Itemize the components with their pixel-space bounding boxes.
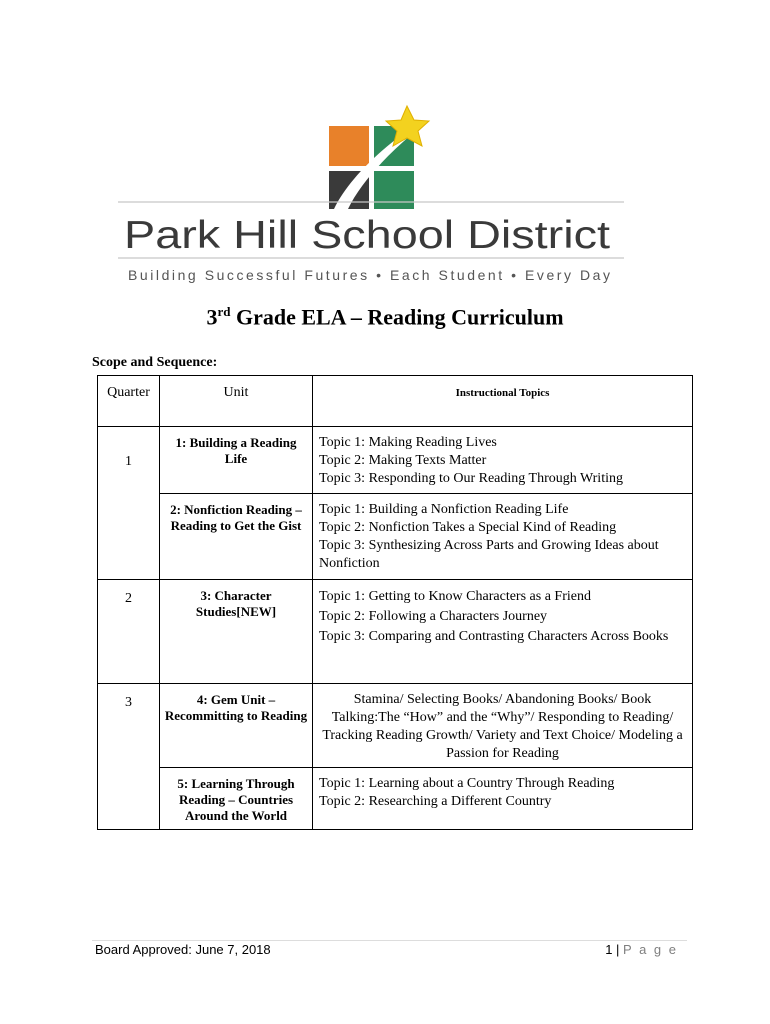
topic-item: Topic 3: Comparing and Contrasting Characters Across Books <box>319 629 669 644</box>
quarter-cell: 2 <box>98 580 160 684</box>
unit-cell: 1: Building a Reading Life <box>160 427 313 494</box>
topic-item: Topic 2: Making Texts Matter <box>319 453 487 468</box>
topic-item: Topic 1: Getting to Know Characters as a Friend <box>319 589 591 604</box>
unit-cell: 3: Character Studies[NEW] <box>160 580 313 684</box>
unit-cell: 2: Nonfiction Reading – Reading to Get the Gist <box>160 494 313 580</box>
topic-item: Topic 2: Nonfiction Takes a Special Kind of Reading <box>319 520 617 535</box>
footer-page-number: 1 | P a g e <box>605 942 678 957</box>
quarter-cell: 3 <box>98 684 160 830</box>
header-topics: Instructional Topics <box>313 376 693 427</box>
unit-cell: 5: Learning Through Reading – Countries Around the World <box>160 768 313 830</box>
curriculum-table <box>97 375 693 830</box>
unit-cell: 4: Gem Unit – Recommitting to Reading <box>160 684 313 768</box>
logo-name: Park Hill School District <box>124 214 611 257</box>
topic-item: Stamina/ Selecting Books/ Abandoning Books/ Book Talking:The “How” and the “Why”/ Responding to Reading/ Tracking Reading Growth/ Variety and Text Choice/ Modeling a Passion for Reading <box>322 692 683 761</box>
quarter-cell: 1 <box>98 427 160 580</box>
table-row <box>98 494 693 580</box>
header-quarter: Quarter <box>98 376 160 427</box>
table-row <box>98 684 693 768</box>
topic-item: Topic 1: Making Reading Lives <box>319 435 497 450</box>
topics-cell <box>313 494 693 580</box>
topics-cell <box>313 427 693 494</box>
footer-divider <box>92 940 687 941</box>
district-logo <box>116 100 626 290</box>
logo-tagline: Building Successful Futures • Each Student • Every Day <box>128 267 611 283</box>
footer-approval-date: Board Approved: June 7, 2018 <box>95 942 271 957</box>
topics-cell <box>313 768 693 830</box>
logo-square-green-bottom <box>374 171 414 209</box>
topic-item: Topic 1: Building a Nonfiction Reading Life <box>319 502 569 517</box>
table-row <box>98 427 693 494</box>
topic-item: Topic 1: Learning about a Country Through Reading <box>319 776 615 791</box>
topic-item: Topic 3: Synthesizing Across Parts and Growing Ideas about Nonfiction <box>319 538 659 571</box>
header-unit: Unit <box>160 376 313 427</box>
table-header-row <box>98 376 693 427</box>
logo-square-orange <box>329 126 369 166</box>
topic-item: Topic 3: Responding to Our Reading Through Writing <box>319 471 623 486</box>
topic-item: Topic 2: Researching a Different Country <box>319 794 552 809</box>
topic-item: Topic 2: Following a Characters Journey <box>319 609 548 624</box>
topics-cell <box>313 684 693 768</box>
table-row <box>98 768 693 830</box>
scope-label: Scope and Sequence: <box>92 355 218 370</box>
page-title: 3rd Grade ELA – Reading Curriculum <box>206 304 564 330</box>
topics-cell <box>313 580 693 684</box>
table-row <box>98 580 693 684</box>
